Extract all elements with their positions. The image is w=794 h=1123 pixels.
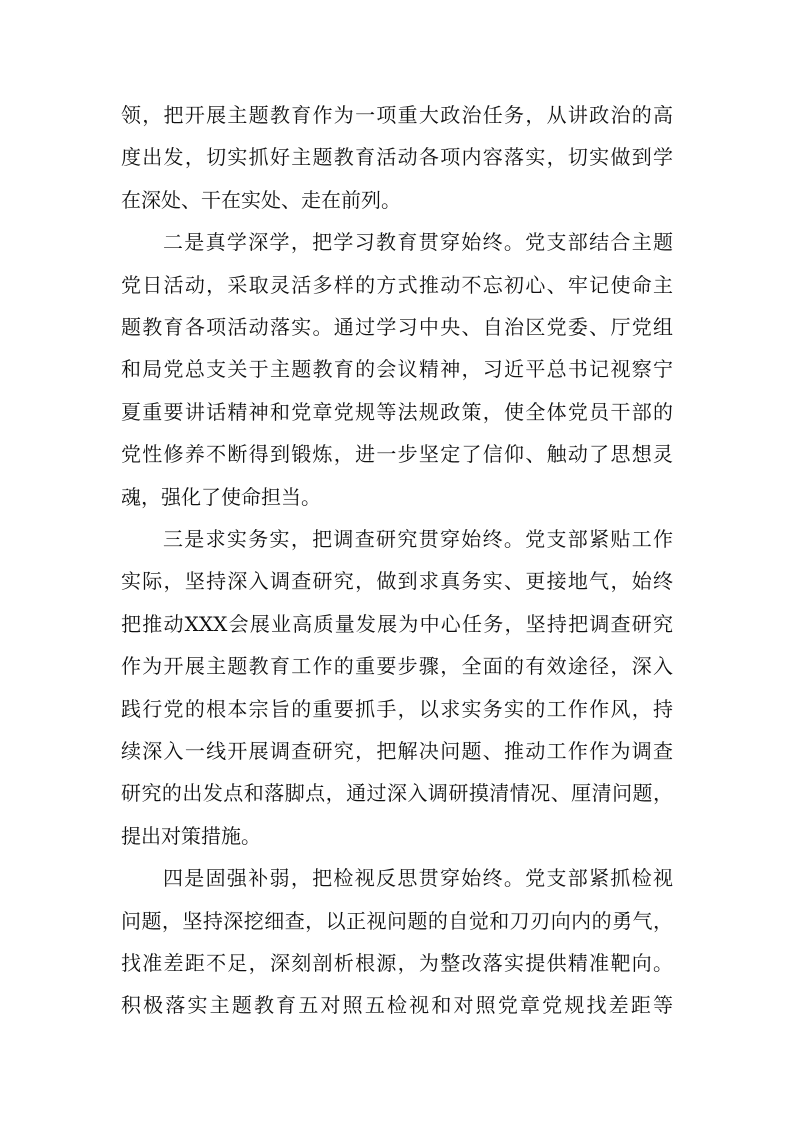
- text-line: 夏重要讲话精神和党章党规等法规政策，使全体党员干部的: [121, 400, 673, 424]
- paragraph-start-line: 三是求实务实，把调查研究贯穿始终。党支部紧贴工作: [163, 527, 673, 551]
- text-line: 魂，强化了使命担当。: [121, 485, 321, 509]
- text-line: 作为开展主题教育工作的重要步骤，全面的有效途径，深入: [121, 654, 673, 678]
- text-line: 研究的出发点和落脚点，通过深入调研摸清情况、厘清问题，: [121, 781, 673, 805]
- text-line: 实际，坚持深入调查研究，做到求真务实、更接地气，始终: [121, 569, 673, 593]
- text-line: 和局党总支关于主题教育的会议精神，习近平总书记视察宁: [121, 357, 673, 381]
- text-line: 积极落实主题教育五对照五检视和对照党章党规找差距等: [121, 993, 673, 1017]
- paragraph-start-line: 二是真学深学，把学习教育贯穿始终。党支部结合主题: [163, 230, 673, 254]
- text-line: 度出发，切实抓好主题教育活动各项内容落实，切实做到学: [121, 145, 673, 169]
- text-line: 党日活动，采取灵活多样的方式推动不忘初心、牢记使命主: [121, 273, 673, 297]
- text-line: 领，把开展主题教育作为一项重大政治任务，从讲政治的高: [121, 103, 673, 127]
- text-line: 问题，坚持深挖细查，以正视问题的自觉和刀刃向内的勇气，: [121, 909, 673, 933]
- text-line: 提出对策措施。: [121, 824, 261, 848]
- text-line: 找准差距不足，深刻剖析根源，为整改落实提供精准靶向。: [121, 951, 673, 975]
- paragraph-start-line: 四是固强补弱，把检视反思贯穿始终。党支部紧抓检视: [163, 866, 673, 890]
- text-line: 续深入一线开展调查研究，把解决问题、推动工作作为调查: [121, 739, 673, 763]
- text-line: 党性修养不断得到锻炼，进一步坚定了信仰、触动了思想灵: [121, 442, 673, 466]
- text-line: 把推动XXX会展业高质量发展为中心任务，坚持把调查研究: [121, 612, 673, 636]
- text-line: 题教育各项活动落实。通过学习中央、自治区党委、厅党组: [121, 315, 673, 339]
- text-line: 践行党的根本宗旨的重要抓手，以求实务实的工作作风，持: [121, 697, 673, 721]
- text-line: 在深处、干在实处、走在前列。: [121, 188, 401, 212]
